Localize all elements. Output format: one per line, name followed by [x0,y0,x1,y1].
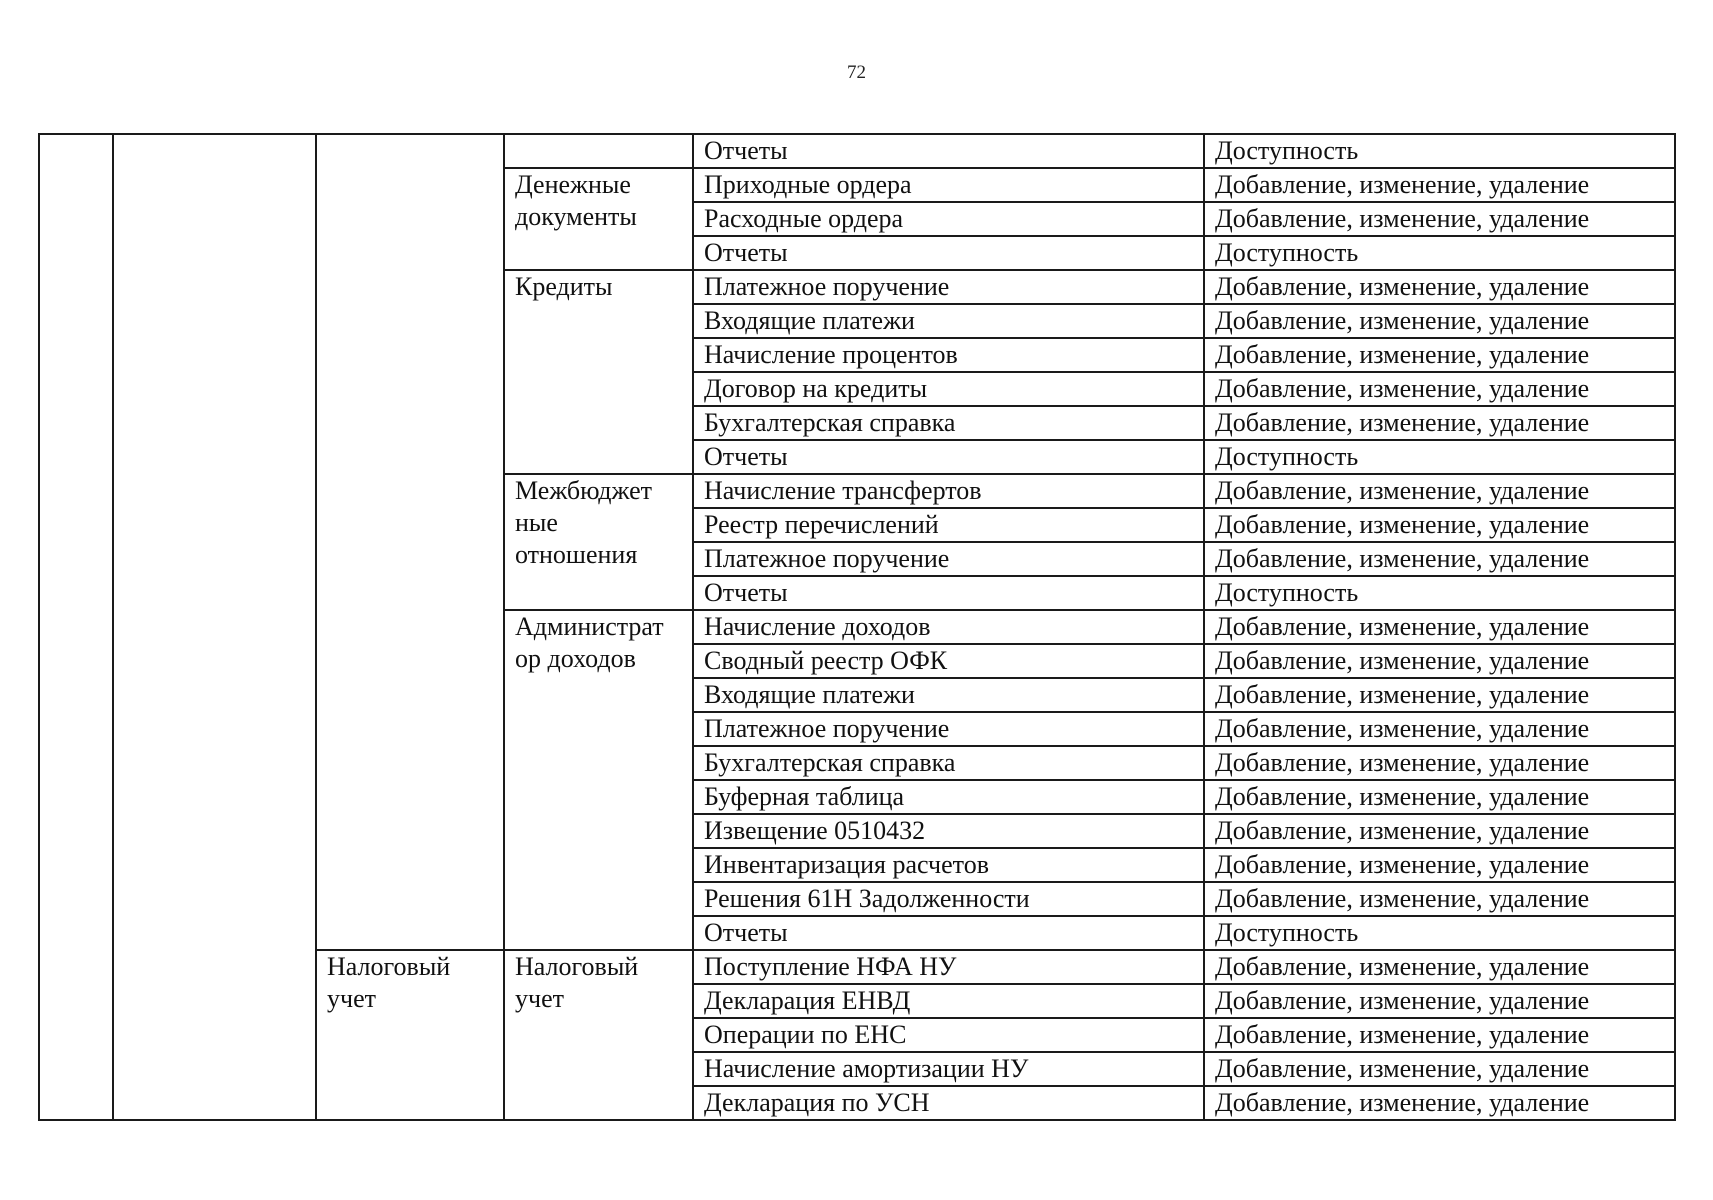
access-cell: Доступность [1204,134,1675,168]
access-cell: Добавление, изменение, удаление [1204,1086,1675,1120]
document-cell: Начисление трансфертов [693,474,1204,508]
document-cell: Сводный реестр ОФК [693,644,1204,678]
access-cell: Добавление, изменение, удаление [1204,1052,1675,1086]
access-cell: Добавление, изменение, удаление [1204,814,1675,848]
document-cell: Буферная таблица [693,780,1204,814]
access-cell: Добавление, изменение, удаление [1204,882,1675,916]
document-cell: Отчеты [693,916,1204,950]
document-cell: Поступление НФА НУ [693,950,1204,984]
access-cell: Добавление, изменение, удаление [1204,474,1675,508]
access-cell: Добавление, изменение, удаление [1204,270,1675,304]
document-cell: Платежное поручение [693,542,1204,576]
access-cell: Добавление, изменение, удаление [1204,712,1675,746]
role-column-cell [113,134,316,1120]
document-cell: Приходные ордера [693,168,1204,202]
document-cell: Платежное поручение [693,270,1204,304]
access-cell: Добавление, изменение, удаление [1204,984,1675,1018]
document-cell: Отчеты [693,576,1204,610]
document-cell: Начисление амортизации НУ [693,1052,1204,1086]
number-column-cell [39,134,113,1120]
access-cell: Добавление, изменение, удаление [1204,780,1675,814]
access-cell: Доступность [1204,440,1675,474]
document-cell: Реестр перечислений [693,508,1204,542]
table-row [39,134,1675,168]
access-cell: Добавление, изменение, удаление [1204,406,1675,440]
access-cell: Добавление, изменение, удаление [1204,1018,1675,1052]
document-cell: Бухгалтерская справка [693,746,1204,780]
access-cell: Добавление, изменение, удаление [1204,678,1675,712]
document-cell: Извещение 0510432 [693,814,1204,848]
subsection-cell [504,134,693,168]
subsection-cell: Кредиты [504,270,693,474]
access-cell: Добавление, изменение, удаление [1204,304,1675,338]
subsection-cell: Денежные документы [504,168,693,270]
document-cell: Отчеты [693,134,1204,168]
access-cell: Добавление, изменение, удаление [1204,372,1675,406]
document-cell: Операции по ЕНС [693,1018,1204,1052]
document-cell: Декларация ЕНВД [693,984,1204,1018]
document-cell: Решения 61Н Задолженности [693,882,1204,916]
document-cell: Входящие платежи [693,678,1204,712]
access-cell: Добавление, изменение, удаление [1204,508,1675,542]
document-cell: Отчеты [693,440,1204,474]
page-number: 72 [847,62,866,83]
document-cell: Входящие платежи [693,304,1204,338]
document-cell: Договор на кредиты [693,372,1204,406]
document-cell: Платежное поручение [693,712,1204,746]
document-cell: Декларация по УСН [693,1086,1204,1120]
section-cell [316,134,504,950]
access-cell: Доступность [1204,236,1675,270]
access-cell: Добавление, изменение, удаление [1204,542,1675,576]
document-cell: Начисление процентов [693,338,1204,372]
table-body [39,134,1675,1120]
access-cell: Доступность [1204,916,1675,950]
subsection-cell: Администрат ор доходов [504,610,693,950]
access-rights-table [38,133,1676,1121]
subsection-cell: Межбюджет ные отношения [504,474,693,610]
subsection-cell: Налоговый учет [504,950,693,1120]
access-cell: Добавление, изменение, удаление [1204,338,1675,372]
access-cell: Добавление, изменение, удаление [1204,202,1675,236]
document-cell: Инвентаризация расчетов [693,848,1204,882]
document-cell: Бухгалтерская справка [693,406,1204,440]
document-cell: Расходные ордера [693,202,1204,236]
document-cell: Отчеты [693,236,1204,270]
access-cell: Добавление, изменение, удаление [1204,950,1675,984]
document-cell: Начисление доходов [693,610,1204,644]
section-cell: Налоговый учет [316,950,504,1120]
access-cell: Добавление, изменение, удаление [1204,610,1675,644]
access-cell: Добавление, изменение, удаление [1204,848,1675,882]
access-cell: Добавление, изменение, удаление [1204,168,1675,202]
access-cell: Доступность [1204,576,1675,610]
access-cell: Добавление, изменение, удаление [1204,746,1675,780]
access-cell: Добавление, изменение, удаление [1204,644,1675,678]
